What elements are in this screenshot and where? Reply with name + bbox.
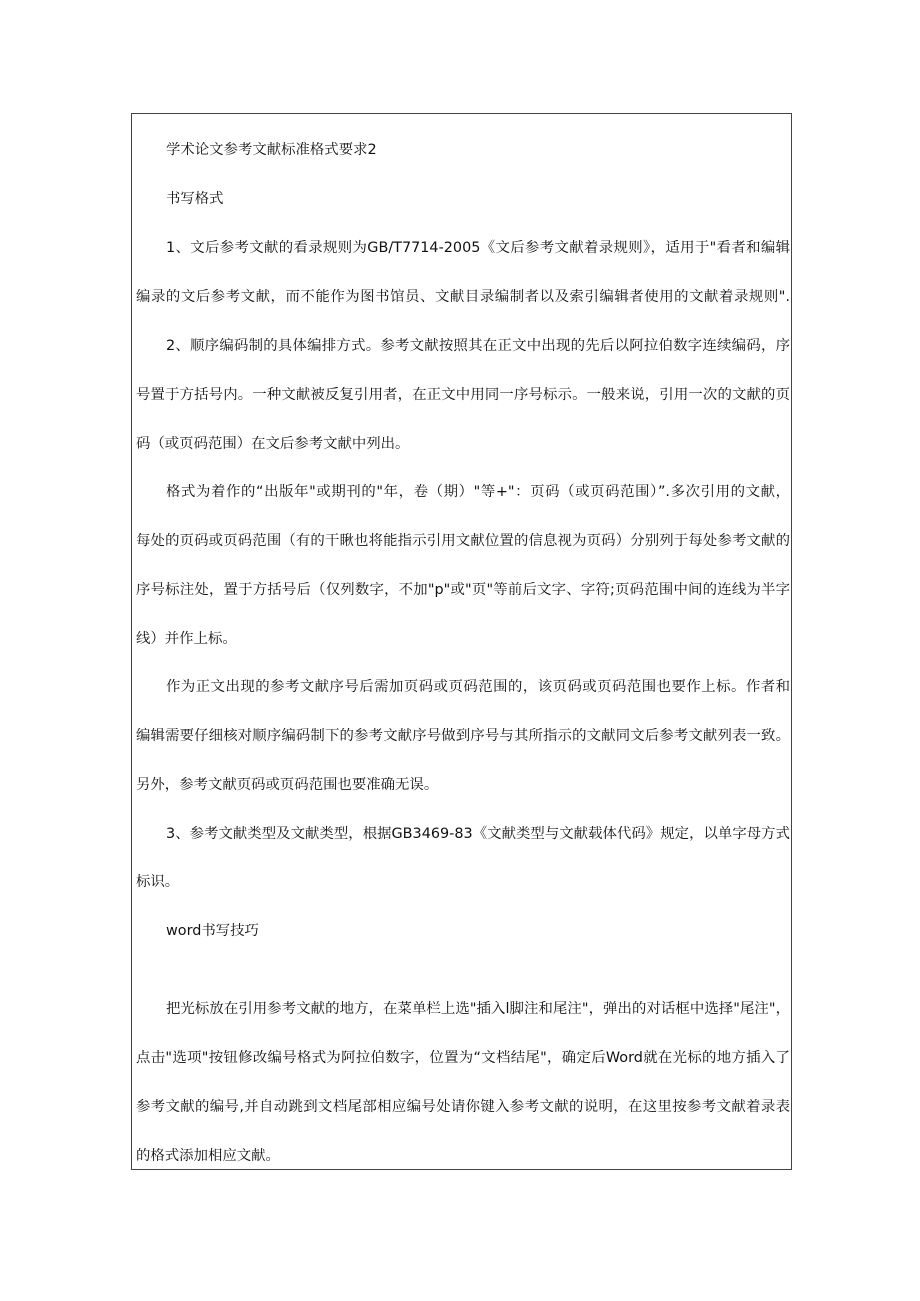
- paragraph-4-line-1: 作为正文出现的参考文献序号后需加页码或页码范围的，该页码或页码范围也要作上标。作者和: [166, 679, 790, 695]
- paragraph-1-line-2: 编录的文后参考文献，而不能作为图书馆员、文献目录编制者以及索引编辑者使用的文献着录规则".: [136, 289, 790, 305]
- paragraph-5-line-2: 标识。: [136, 874, 180, 890]
- paragraph-6-line-4: 的格式添加相应文献。: [136, 1148, 280, 1164]
- paragraph-1-line-1: 1、文后参考文献的看录规则为GB/T7714-2005《文后参考文献着录规则》，适用于"看者和编辑: [166, 240, 790, 256]
- paragraph-4-line-3: 另外，参考文献页码或页码范围也要准确无误。: [136, 777, 439, 793]
- section-heading-writing-format: 书写格式: [166, 191, 224, 207]
- paragraph-2-line-3: 码（或页码范围）在文后参考文献中列出。: [136, 436, 410, 452]
- paragraph-3-line-2: 每处的页码或页码范围（有的干瞅也将能指示引用文献位置的信息视为页码）分别列于每处参考文献的: [136, 533, 790, 549]
- paragraph-6-line-3: 参考文献的编号,并自动跳到文档尾部相应编号处请你键入参考文献的说明，在这里按参考文献着录表: [136, 1099, 790, 1115]
- paragraph-6-line-2: 点击"选项"按钮修改编号格式为阿拉伯数字，位置为“文档结尾"，确定后Word就在光标的地方插入了: [136, 1050, 790, 1066]
- paragraph-3-line-4: 线）并作上标。: [136, 631, 237, 647]
- page-title: 学术论文参考文献标准格式要求2: [166, 142, 377, 158]
- paragraph-2-line-1: 2、顺序编码制的具体编排方式。参考文献按照其在正文中出现的先后以阿拉伯数字连续编码，序: [166, 338, 790, 354]
- paragraph-3-line-1: 格式为着作的“出版年"或期刊的"年，卷（期）"等+"：页码（或页码范围）”.多次引用的文献，: [166, 484, 790, 500]
- section-heading-word-tips: word书写技巧: [166, 923, 259, 939]
- paragraph-3-line-3: 序号标注处，置于方括号后（仅列数字，不加"p"或"页"等前后文字、字符;页码范围中间的连线为半字: [136, 582, 790, 598]
- paragraph-5-line-1: 3、参考文献类型及文献类型，根据GB3469-83《文献类型与文献载体代码》规定，以单字母方式: [166, 826, 790, 842]
- paragraph-2-line-2: 号置于方括号内。一种文献被反复引用者，在正文中用同一序号标示。一般来说，引用一次的文献的页: [136, 387, 790, 403]
- paragraph-6-line-1: 把光标放在引用参考文献的地方，在菜单栏上选"插入l脚注和尾注"，弹出的对话框中选择"尾注"，: [166, 1001, 790, 1017]
- paragraph-4-line-2: 编辑需要仔细核对顺序编码制下的参考文献序号做到序号与其所指示的文献同文后参考文献列表一致。: [136, 728, 790, 744]
